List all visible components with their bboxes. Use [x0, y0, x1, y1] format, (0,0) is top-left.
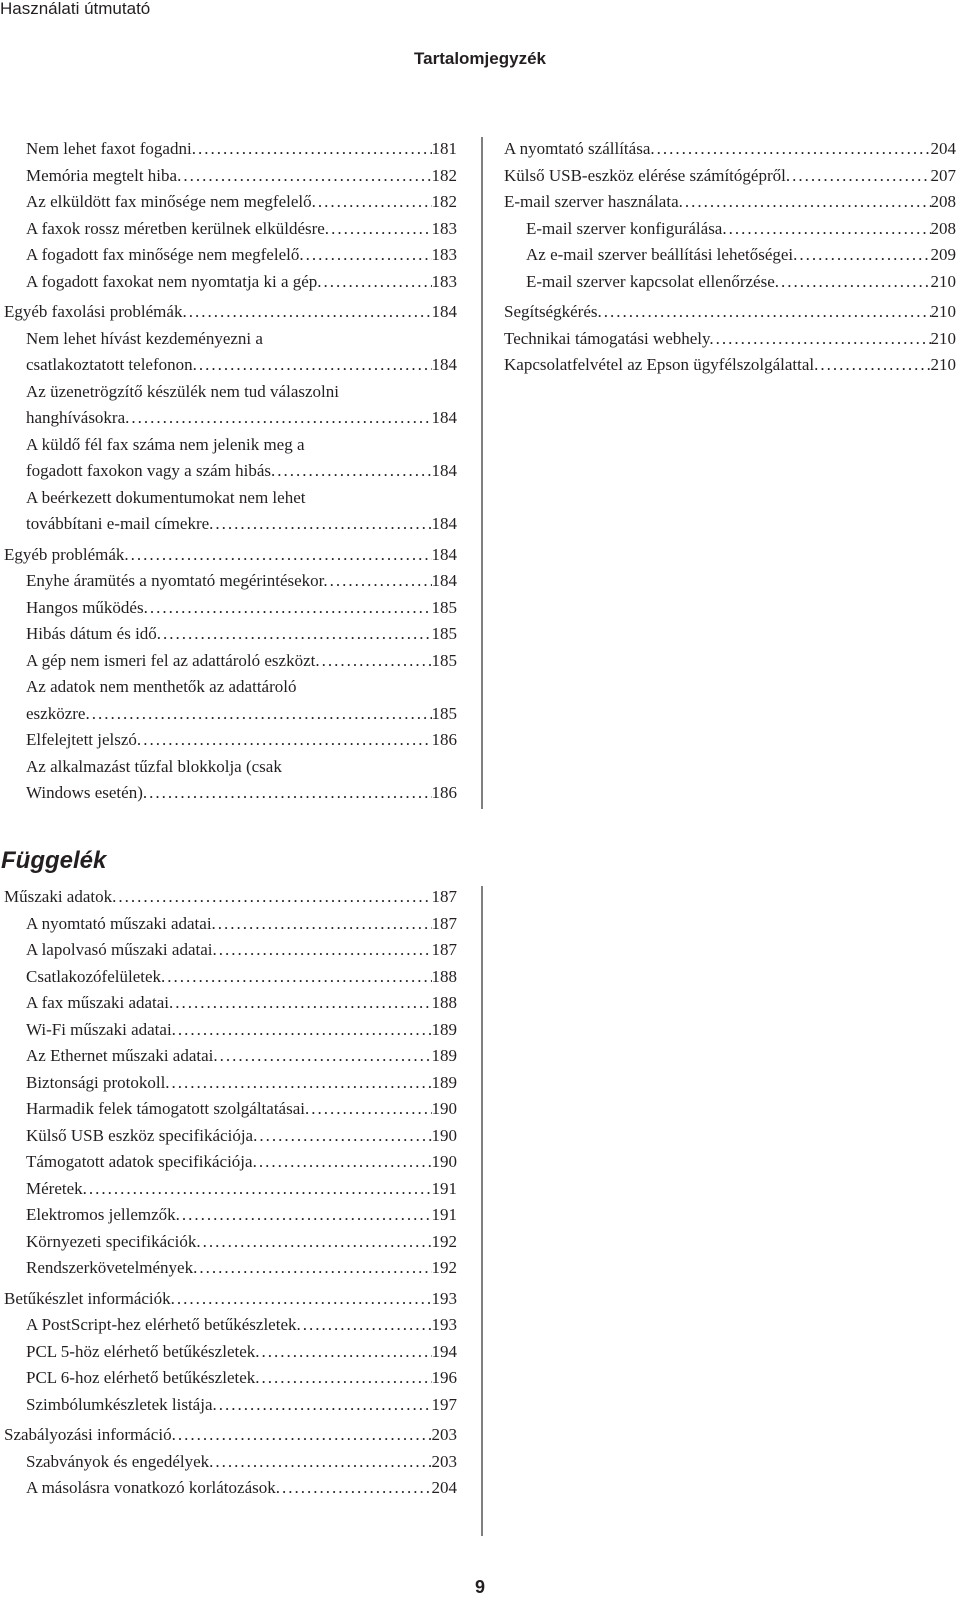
- dot-leader: [727, 216, 931, 243]
- toc-entry-text: Biztonsági protokoll.: [26, 1072, 170, 1092]
- toc-entry-text: Nem lehet hívást kezdeményezni a: [26, 328, 263, 348]
- toc-entry[interactable]: [4, 163, 457, 190]
- toc-entry-text: A PostScript-hez elérhető betűkészletek.: [26, 1315, 301, 1334]
- toc-entry-text: A lapolvasó műszaki adatai.: [26, 940, 217, 959]
- dot-leader: [797, 242, 930, 269]
- toc-entry-text: Egyéb problémák.: [4, 544, 129, 564]
- dot-leader: [217, 937, 432, 964]
- toc-page-number: 203: [431, 1451, 457, 1471]
- toc-entry-text: Egyéb faxolási problémák.: [4, 302, 187, 321]
- toc-entry-text: Technikai támogatási webhely.: [504, 328, 714, 348]
- toc-entry-text: Csatlakozófelületek.: [26, 966, 166, 986]
- toc-entry-text: Wi-Fi műszaki adatai.: [26, 1019, 176, 1039]
- toc-entry[interactable]: [4, 242, 457, 269]
- toc-entry[interactable]: [4, 485, 457, 538]
- toc-page-number: 189: [431, 1019, 457, 1039]
- toc-entry-text: Kapcsolatfelvétel az Epson ügyfélszolgálattal.: [504, 355, 819, 374]
- toc-entry[interactable]: [4, 1449, 457, 1476]
- dot-leader: [257, 1123, 431, 1150]
- toc-entry-text: A fogadott fax minősége nem megfelelő.: [26, 245, 304, 264]
- toc-entry[interactable]: [4, 911, 457, 938]
- toc-entry[interactable]: [4, 1255, 457, 1282]
- toc-entry[interactable]: [4, 648, 457, 675]
- dot-leader: [602, 299, 931, 326]
- dot-leader: [148, 595, 432, 622]
- toc-entry[interactable]: [504, 299, 956, 326]
- dot-leader: [329, 216, 431, 243]
- toc-entry[interactable]: [504, 189, 956, 216]
- toc-page-number: 191: [431, 1178, 457, 1198]
- toc-page-number: 210: [930, 328, 956, 348]
- dot-leader: [257, 1149, 432, 1176]
- dot-leader: [320, 648, 432, 675]
- toc-entry-text: Támogatott adatok specifikációja.: [26, 1152, 257, 1171]
- toc-entry-text: A fogadott faxokat nem nyomtatja ki a gép.: [26, 271, 322, 291]
- toc-page-number: 182: [431, 165, 457, 185]
- dot-leader: [116, 884, 431, 911]
- column-divider: [481, 137, 483, 809]
- toc-page-number: 203: [431, 1425, 457, 1444]
- toc-page-number: 184: [431, 408, 457, 427]
- toc-entry-text: Az elküldött fax minősége nem megfelelő.: [26, 192, 316, 211]
- toc-entry[interactable]: [4, 379, 457, 432]
- toc-page-number: 193: [431, 1315, 457, 1334]
- toc-entry-text: A fax műszaki adatai.: [26, 993, 174, 1012]
- toc-page-number: 193: [431, 1288, 457, 1308]
- toc-entry-text: A küldő fél fax száma nem jelenik meg a: [26, 434, 305, 454]
- toc-left-column: [4, 136, 457, 807]
- toc-page-number: 185: [431, 650, 457, 670]
- dot-leader: [196, 136, 432, 163]
- toc-entry[interactable]: [4, 1392, 457, 1419]
- toc-page-number: 184: [431, 544, 457, 564]
- toc-entry[interactable]: [4, 1229, 457, 1256]
- dot-leader: [213, 511, 431, 538]
- toc-entry[interactable]: [4, 1312, 457, 1339]
- toc-page-number: 186: [431, 783, 457, 802]
- toc-entry-text: Memória megtelt hiba.: [26, 165, 182, 185]
- toc-entry-text: Enyhe áramütés a nyomtató megérintésekor.: [26, 571, 328, 590]
- toc-entry-text: A faxok rossz méretben kerülnek elküldésre.: [26, 218, 330, 238]
- toc-entry[interactable]: [4, 269, 457, 296]
- toc-right-column: [504, 136, 956, 379]
- toc-entry[interactable]: [4, 1149, 457, 1176]
- toc-entry[interactable]: [4, 216, 457, 243]
- dot-leader: [304, 242, 432, 269]
- dot-leader: [181, 163, 431, 190]
- toc-page-number: 210: [930, 355, 956, 374]
- toc-entry[interactable]: [4, 727, 457, 754]
- toc-page-number: 187: [431, 913, 457, 933]
- toc-page-number: 184: [431, 571, 457, 590]
- dot-leader: [779, 269, 931, 296]
- toc-entry-text: hanghívásokra.: [26, 408, 130, 427]
- dot-leader: [216, 911, 432, 938]
- toc-entry[interactable]: [4, 621, 457, 648]
- appendix-section: [1, 846, 457, 1502]
- toc-page-number: 186: [431, 730, 457, 749]
- toc-entry-text: E-mail szerver konfigurálása.: [526, 218, 727, 238]
- toc-entry-text: Környezeti specifikációk.: [26, 1231, 201, 1251]
- toc-page-number: 204: [431, 1478, 457, 1497]
- toc-entry-text: A nyomtató műszaki adatai.: [26, 913, 216, 933]
- toc-entry-text: Szabványok és engedélyek.: [26, 1451, 214, 1471]
- dot-leader: [175, 1286, 432, 1313]
- toc-entry-text: Elektromos jellemzők.: [26, 1205, 180, 1224]
- toc-entry-text: Az e-mail szerver beállítási lehetőségei.: [526, 245, 798, 264]
- dot-leader: [176, 1422, 432, 1449]
- toc-entry-text: A másolásra vonatkozó korlátozások.: [26, 1478, 280, 1497]
- toc-page-number: 204: [930, 139, 956, 158]
- column-divider: [481, 886, 483, 1536]
- toc-entry[interactable]: [4, 595, 457, 622]
- toc-entry-text: Külső USB-eszköz elérése számítógépről.: [504, 165, 791, 185]
- dot-leader: [818, 352, 930, 379]
- toc-entry-text: Betűkészlet információk.: [4, 1288, 175, 1308]
- toc-page-number: 189: [431, 1046, 457, 1065]
- toc-entry[interactable]: [4, 1096, 457, 1123]
- toc-entry[interactable]: [4, 1286, 457, 1313]
- toc-entry-text: E-mail szerver használata.: [504, 192, 683, 211]
- toc-entry[interactable]: [4, 432, 457, 485]
- dot-leader: [90, 701, 432, 728]
- toc-entry-text: Külső USB eszköz specifikációja.: [26, 1125, 258, 1145]
- dot-leader: [316, 189, 432, 216]
- dot-leader: [655, 136, 931, 163]
- toc-entry-text: továbbítani e-mail címekre.: [26, 514, 214, 533]
- toc-page-number: 209: [930, 245, 956, 264]
- dot-leader: [197, 1255, 431, 1282]
- dot-leader: [201, 1229, 432, 1256]
- toc-page-number: 184: [431, 302, 457, 321]
- toc-entry-text: Az adatok nem menthetők az adattároló: [26, 677, 297, 696]
- toc-page-number: 187: [431, 940, 457, 959]
- dot-leader: [260, 1339, 432, 1366]
- toc-entry-text: PCL 6-hoz elérhető betűkészletek.: [26, 1368, 260, 1387]
- toc-entry[interactable]: [4, 1070, 457, 1097]
- toc-entry[interactable]: [4, 884, 457, 911]
- toc-entry[interactable]: [504, 269, 956, 296]
- toc-entry[interactable]: [504, 242, 956, 269]
- dot-leader: [187, 299, 432, 326]
- toc-page-number: 190: [431, 1125, 457, 1145]
- toc-entry[interactable]: [504, 352, 956, 379]
- dot-leader: [141, 727, 431, 754]
- toc-page-number: 190: [431, 1152, 457, 1171]
- toc-entry[interactable]: [4, 1123, 457, 1150]
- toc-page-number: 207: [930, 165, 956, 185]
- dot-leader: [328, 568, 432, 595]
- dot-leader: [309, 1096, 431, 1123]
- document-title: Használati útmutató: [0, 0, 151, 18]
- toc-page-number: 192: [431, 1258, 457, 1277]
- toc-entry-text: PCL 5-höz elérhető betűkészletek.: [26, 1341, 260, 1361]
- dot-leader: [147, 780, 431, 807]
- toc-entry-text: Szimbólumkészletek listája.: [26, 1394, 217, 1414]
- toc-entry-text: Windows esetén).: [26, 783, 148, 802]
- toc-entry[interactable]: [4, 1422, 457, 1449]
- toc-entry[interactable]: [504, 216, 956, 243]
- toc-page-number: 208: [930, 192, 956, 211]
- dot-leader: [322, 269, 432, 296]
- dot-leader: [275, 458, 431, 485]
- dot-leader: [260, 1365, 432, 1392]
- dot-leader: [161, 621, 431, 648]
- toc-page-number: 185: [431, 624, 457, 643]
- toc-entry-text: Méretek.: [26, 1178, 87, 1198]
- dot-leader: [129, 405, 431, 432]
- toc-entry[interactable]: [504, 163, 956, 190]
- toc-page-number: 196: [431, 1368, 457, 1387]
- toc-entry[interactable]: [4, 568, 457, 595]
- toc-entry-text: Az alkalmazást tűzfal blokkolja (csak: [26, 756, 282, 776]
- dot-leader: [790, 163, 930, 190]
- toc-page-number: 184: [431, 355, 457, 374]
- dot-leader: [683, 189, 931, 216]
- toc-page-number: 183: [431, 218, 457, 238]
- toc-entry[interactable]: [504, 136, 956, 163]
- toc-entry-text: fogadott faxokon vagy a szám hibás.: [26, 461, 276, 480]
- toc-entry[interactable]: [4, 990, 457, 1017]
- dot-leader: [180, 1202, 432, 1229]
- appendix-title: Függelék: [1, 847, 107, 874]
- toc-entry[interactable]: [4, 1202, 457, 1229]
- toc-page-number: 210: [930, 271, 956, 291]
- toc-page-number: 189: [431, 1072, 457, 1092]
- toc-page-number: 188: [431, 966, 457, 986]
- toc-entry-text: Hangos működés.: [26, 597, 148, 617]
- toc-page-number: 184: [431, 461, 457, 480]
- dot-leader: [197, 352, 432, 379]
- toc-entry-text: Elfelejtett jelszó.: [26, 730, 142, 749]
- toc-heading: Tartalomjegyzék: [414, 49, 546, 68]
- toc-entry-text: Nem lehet faxot fogadni.: [26, 139, 196, 158]
- page-number: 9: [474, 1577, 485, 1597]
- dot-leader: [301, 1312, 432, 1339]
- toc-entry[interactable]: [4, 937, 457, 964]
- dot-leader: [218, 1043, 432, 1070]
- toc-entry-text: Az Ethernet műszaki adatai.: [26, 1046, 218, 1065]
- toc-entry[interactable]: [4, 674, 457, 727]
- dot-leader: [165, 964, 431, 991]
- toc-entry[interactable]: [4, 754, 457, 807]
- toc-entry-text: eszközre.: [26, 703, 90, 723]
- toc-entry[interactable]: [4, 189, 457, 216]
- toc-page-number: 188: [431, 993, 457, 1012]
- toc-entry-text: Az üzenetrögzítő készülék nem tud válaszolni: [26, 381, 339, 401]
- toc-entry[interactable]: [4, 964, 457, 991]
- toc-entry[interactable]: [4, 542, 457, 569]
- toc-page-number: 191: [431, 1205, 457, 1224]
- toc-page-number: 182: [431, 192, 457, 211]
- toc-entry-text: A nyomtató szállítása.: [504, 139, 655, 158]
- toc-entry-text: Segítségkérés.: [504, 302, 602, 321]
- toc-entry[interactable]: [4, 1365, 457, 1392]
- appendix-entries: [4, 884, 457, 1502]
- dot-leader: [176, 1017, 432, 1044]
- toc-entry-text: A beérkezett dokumentumokat nem lehet: [26, 487, 306, 507]
- toc-entry[interactable]: [4, 1017, 457, 1044]
- toc-entry[interactable]: [504, 326, 956, 353]
- dot-leader: [213, 1449, 431, 1476]
- toc-page-number: 183: [431, 245, 457, 264]
- toc-page-number: 187: [431, 887, 457, 906]
- toc-entry-text: Szabályozási információ.: [4, 1425, 176, 1444]
- toc-page-number: 185: [431, 703, 457, 723]
- dot-leader: [714, 326, 931, 353]
- toc-entry-text: Rendszerkövetelmények.: [26, 1258, 198, 1277]
- toc-entry-text: Műszaki adatok.: [4, 887, 117, 906]
- dot-leader: [170, 1070, 432, 1097]
- dot-leader: [87, 1176, 432, 1203]
- dot-leader: [173, 990, 431, 1017]
- toc-page-number: 210: [930, 302, 956, 321]
- toc-page-number: 192: [431, 1231, 457, 1251]
- toc-entry[interactable]: [4, 1339, 457, 1366]
- toc-entry[interactable]: [4, 1176, 457, 1203]
- toc-page-number: 194: [431, 1341, 457, 1361]
- toc-entry[interactable]: [4, 1043, 457, 1070]
- dot-leader: [280, 1475, 432, 1502]
- toc-entry-text: Hibás dátum és idő.: [26, 624, 162, 643]
- toc-entry-text: E-mail szerver kapcsolat ellenőrzése.: [526, 271, 779, 291]
- toc-entry-text: A gép nem ismeri fel az adattároló eszközt.: [26, 650, 320, 670]
- toc-page-number: 183: [431, 271, 457, 291]
- toc-entry-text: csatlakoztatott telefonon.: [26, 355, 197, 374]
- toc-page-number: 190: [431, 1099, 457, 1118]
- toc-entry[interactable]: [4, 136, 457, 163]
- toc-entry[interactable]: [4, 326, 457, 379]
- toc-entry[interactable]: [4, 1475, 457, 1502]
- dot-leader: [129, 542, 432, 569]
- toc-entry-text: Harmadik felek támogatott szolgáltatásai.: [26, 1099, 310, 1118]
- dot-leader: [217, 1392, 432, 1419]
- toc-page-number: 181: [431, 139, 457, 158]
- toc-entry[interactable]: [4, 299, 457, 326]
- toc-page-number: 184: [431, 514, 457, 533]
- toc-page-number: 197: [431, 1394, 457, 1414]
- toc-page-number: 208: [930, 218, 956, 238]
- toc-page-number: 185: [431, 597, 457, 617]
